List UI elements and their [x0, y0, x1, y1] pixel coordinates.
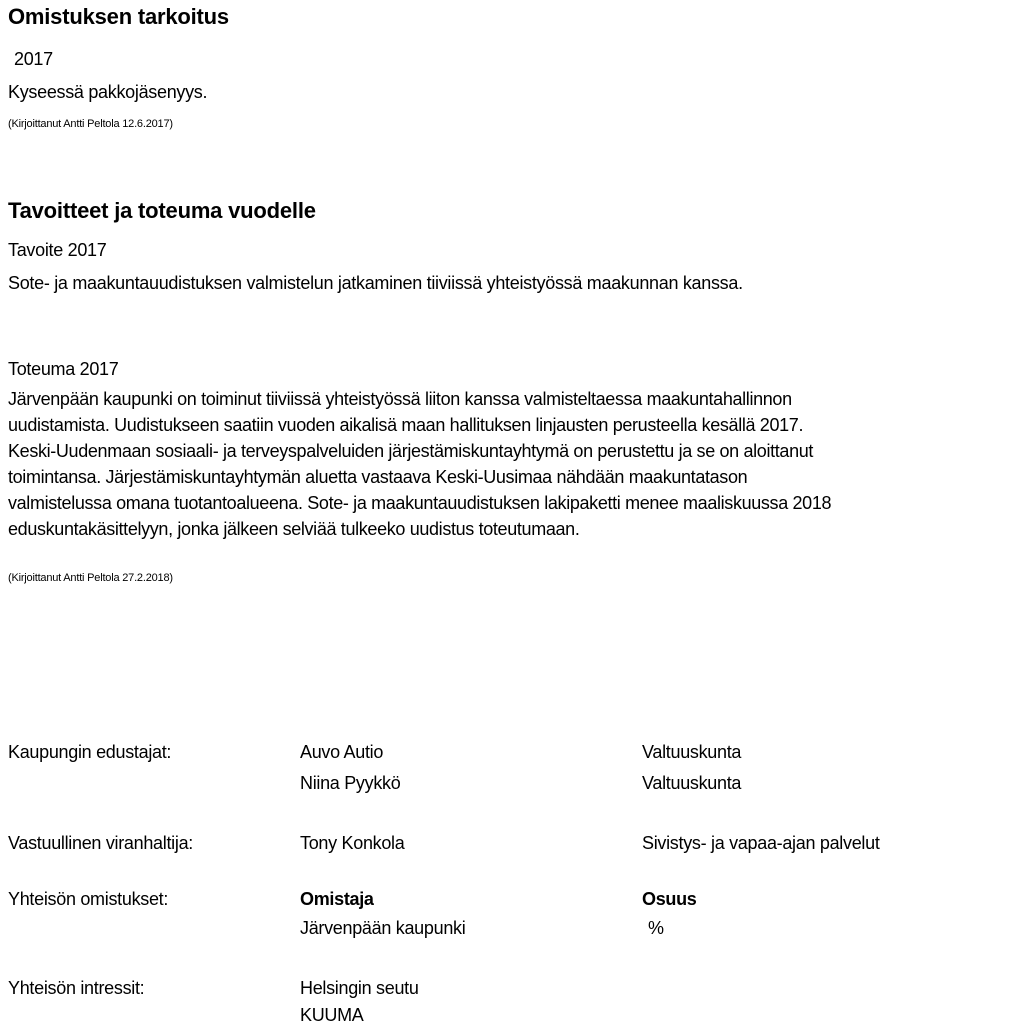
- representative-role: Valtuuskunta: [642, 742, 742, 762]
- representative-name: Niina Pyykkö: [300, 773, 401, 793]
- interest-item: KUUMA: [300, 1005, 364, 1025]
- owner-header: Omistaja: [300, 889, 374, 909]
- owner-share: %: [648, 918, 664, 938]
- result-line: valmistelussa omana tuotantoalueena. Sote- ja maakuntauudistuksen lakipaketti menee maaliskuussa 2018: [8, 493, 832, 513]
- official-unit: Sivistys- ja vapaa-ajan palvelut: [642, 833, 880, 853]
- result-line: Keski-Uudenmaan sosiaali- ja terveyspalveluiden järjestämiskuntayhtymä on perustettu ja se on aloittanut: [8, 441, 814, 461]
- goal-text: Sote- ja maakuntauudistuksen valmistelun jatkaminen tiiviissä yhteistyössä maakunnan kanssa.: [8, 273, 743, 293]
- share-header: Osuus: [642, 889, 697, 909]
- interests-label: Yhteisön intressit:: [8, 978, 145, 998]
- official-name: Tony Konkola: [300, 833, 405, 853]
- purpose-text: Kyseessä pakkojäsenyys.: [8, 82, 208, 102]
- result-author-note: (Kirjoittanut Antti Peltola 27.2.2018): [8, 572, 173, 584]
- purpose-heading: Omistuksen tarkoitus: [8, 4, 229, 29]
- result-line: Järvenpään kaupunki on toiminut tiiviissä yhteistyössä liiton kanssa valmisteltaessa maakuntahallinnon: [8, 389, 792, 409]
- result-line: uudistamista. Uudistukseen saatiin vuoden aikalisä maan hallituksen linjausten perusteella kesällä 2017.: [8, 415, 804, 435]
- official-label: Vastuullinen viranhaltija:: [8, 833, 193, 853]
- purpose-author-note: (Kirjoittanut Antti Peltola 12.6.2017): [8, 118, 173, 130]
- owner-name: Järvenpään kaupunki: [300, 918, 466, 938]
- result-line: eduskuntakäsittelyyn, jonka jälkeen selviää tulkeeko uudistus toteutumaan.: [8, 519, 580, 539]
- purpose-year: 2017: [14, 49, 53, 69]
- result-line: toimintansa. Järjestämiskuntayhtymän aluetta vastaava Keski-Uusimaa nähdään maakuntatason: [8, 467, 748, 487]
- representatives-label: Kaupungin edustajat:: [8, 742, 172, 762]
- goals-heading: Tavoitteet ja toteuma vuodelle: [8, 198, 316, 223]
- result-label: Toteuma 2017: [8, 359, 119, 379]
- interest-item: Helsingin seutu: [300, 978, 419, 998]
- goal-label: Tavoite 2017: [8, 240, 107, 260]
- representative-name: Auvo Autio: [300, 742, 384, 762]
- ownership-label: Yhteisön omistukset:: [8, 889, 169, 909]
- representative-role: Valtuuskunta: [642, 773, 742, 793]
- result-text: [8, 386, 1024, 542]
